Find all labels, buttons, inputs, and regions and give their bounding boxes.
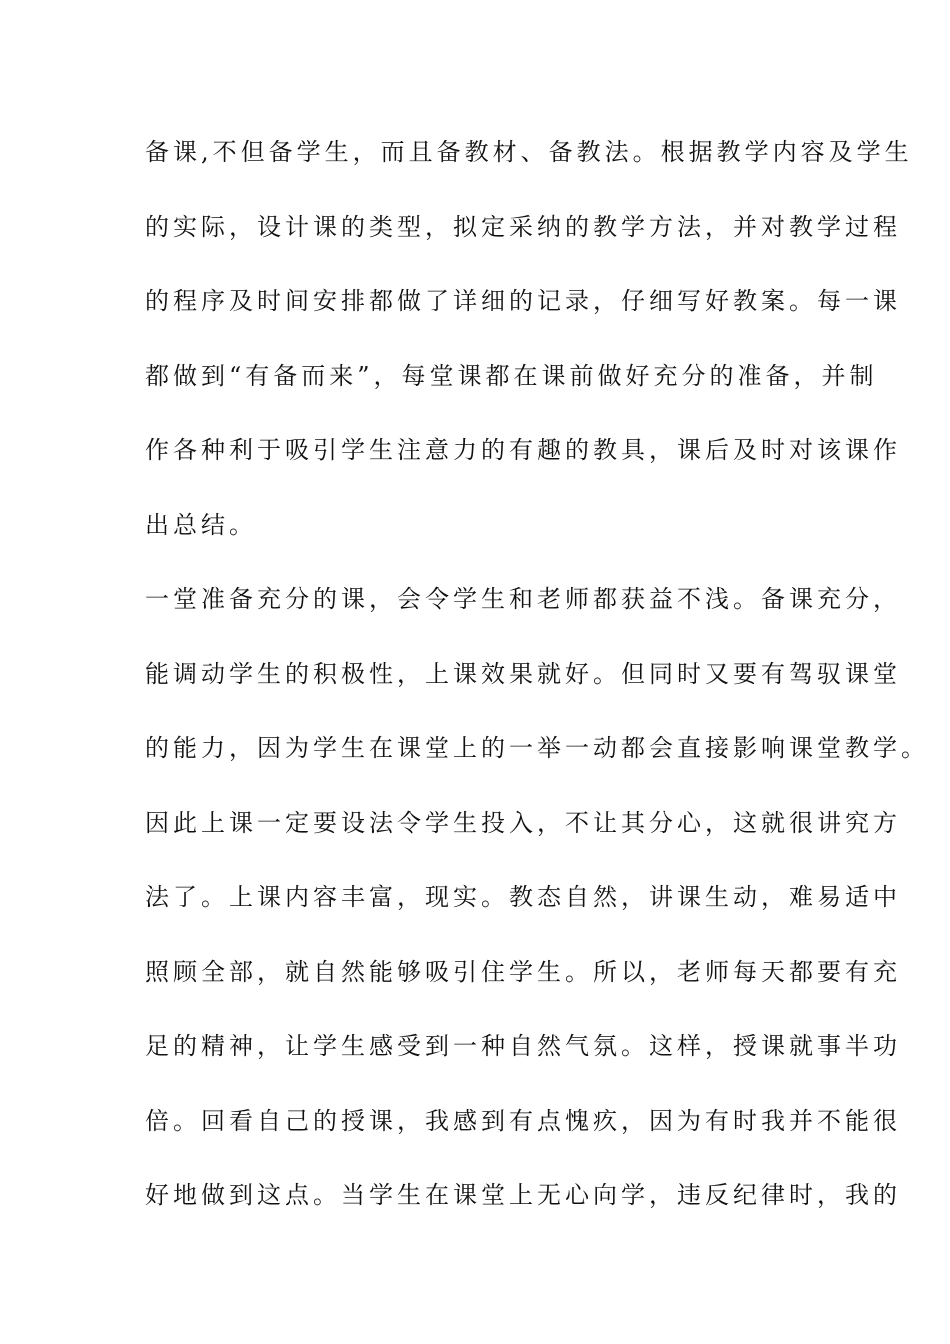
text-line: 足的精神，让学生感受到一种自然气氛。这样，授课就事半功 [145,1032,901,1060]
text-line: 备课,不但备学生，而且备教材、备教法。根据教学内容及学生 [145,138,913,166]
text-line: 都做到“有备而来”，每堂课都在课前做好充分的准备，并制 [145,362,878,390]
text-line: 的实际，设计课的类型，拟定采纳的教学方法，并对教学过程 [145,213,901,241]
text-line: 一堂准备充分的课，会令学生和老师都获益不浅。备课充分， [145,585,901,613]
text-line: 照顾全部，就自然能够吸引住学生。所以，老师每天都要有充 [145,958,901,986]
text-line: 的程序及时间安排都做了详细的记录，仔细写好教案。每一课 [145,287,901,315]
text-line: 法了。上课内容丰富，现实。教态自然，讲课生动，难易适中 [145,883,901,911]
text-line: 出总结。 [145,511,257,539]
text-line: 好地做到这点。当学生在课堂上无心向学，违反纪律时，我的 [145,1181,901,1209]
text-line: 作各种利于吸引学生注意力的有趣的教具，课后及时对该课作 [145,436,901,464]
text-line: 的能力，因为学生在课堂上的一举一动都会直接影响课堂教学。 [145,734,929,762]
text-line: 倍。回看自己的授课，我感到有点愧疚，因为有时我并不能很 [145,1107,901,1135]
text-line: 能调动学生的积极性，上课效果就好。但同时又要有驾驭课堂 [145,660,901,688]
text-line: 因此上课一定要设法令学生投入，不让其分心，这就很讲究方 [145,809,901,837]
